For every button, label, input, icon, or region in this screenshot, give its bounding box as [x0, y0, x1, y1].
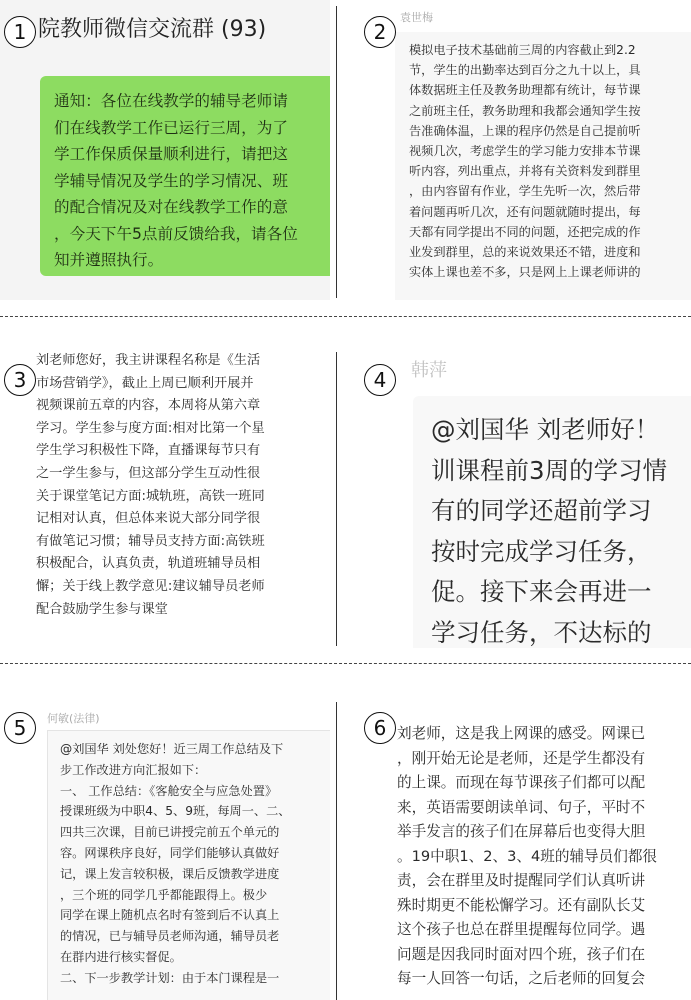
message-line: 容。网课秩序良好，同学们能够认真做好 [60, 845, 280, 860]
message-text [54, 88, 330, 274]
panel-number-badge: 6 [364, 712, 396, 744]
message-line: 步工作改进方向汇报如下： [60, 762, 207, 777]
message-line: 的情况，已与辅导员老师沟通，辅导员老 [60, 929, 280, 944]
message-line: 四共三次课，目前已讲授完前五个单元的 [60, 825, 280, 840]
vertical-divider-top [336, 6, 337, 298]
message-line: 模拟电子技术基础前三周的内容截止到2.2 [409, 43, 636, 57]
message-line: 知并遵照执行。 [54, 251, 164, 269]
message-line: 学辅导情况及学生的学习情况、班 [54, 171, 288, 190]
message-line: 学生学习积极性下降，直播课每节只有 [36, 443, 261, 459]
message-line: 刘老师，这是我上网课的感受。网课已 [397, 725, 646, 742]
message-line: 告准确体温，上课的程序仍然是自己提前听 [409, 123, 641, 138]
message-line: 来，英语需要朗读单词、句子，平时不 [397, 798, 646, 816]
message-line: 关于课堂笔记方面:城轨班，高铁一班同 [36, 488, 265, 504]
panel-number-badge: 3 [4, 364, 36, 396]
horizontal-dashed-divider-1 [0, 316, 691, 317]
message-line: 配合鼓励学生参与课堂 [36, 601, 168, 617]
message-line: 听内容，列出重点，并将有关资料发到群里 [409, 164, 641, 179]
message-line: 积极配合，认真负责，轨道班辅导员相 [36, 556, 261, 572]
message-line: 通知：各位在线教学的辅导老师请 [54, 92, 288, 110]
horizontal-dashed-divider-2 [0, 663, 691, 664]
message-line: 实体上课也差不多，只是网上上课老师讲的 [409, 265, 641, 280]
message-line: 有的同学还超前学习 [431, 496, 652, 525]
message-line: 促。接下来会再进一 [431, 577, 652, 606]
message-line: 殊时期更不能松懈学习。还有副队长艾 [397, 896, 646, 914]
message-line: 业发到群里，总的来说效果还不错，进度和 [409, 245, 641, 260]
message-line: 之一学生参与，但这部分学生互动性很 [36, 465, 261, 481]
panel-3-teacher-reply [0, 338, 330, 648]
message-line: 的配合情况及对在线教学工作的意 [54, 198, 288, 216]
panel-5-teacher-reply [0, 700, 330, 1000]
panel-number-badge: 5 [4, 712, 36, 744]
message-line: 视频几次，考虑学生的学习能力安排本节课 [409, 144, 641, 159]
message-line: 问题是因我同时面对四个班，孩子们在 [397, 945, 646, 963]
message-line: 授课班级为中职4、5、9班，每周一、二、 [60, 804, 291, 819]
message-text [36, 350, 265, 621]
panel-number-badge: 4 [364, 364, 396, 396]
message-line: 举手发言的孩子们在屏幕后也变得大胆 [397, 823, 646, 840]
message-line: 着问题再听几次，还有问题就随时提出，每 [409, 204, 641, 219]
message-line: 天都有同学提出不同的问题，还把完成的作 [409, 224, 641, 239]
message-line: 这个孩子也总在群里提醒每位同学。遇 [397, 921, 646, 938]
message-line: 训课程前3周的学习情 [431, 455, 668, 485]
message-text [409, 40, 641, 282]
message-line: 体数据班主任及教务助理都有统计，每节课 [409, 83, 641, 98]
message-line: ，三个班的同学几乎都能跟得上。极少 [60, 887, 268, 902]
message-line: 刘老师您好，我主讲课程名称是《生活 [36, 353, 261, 368]
vertical-divider-middle [336, 352, 337, 646]
message-line: @刘国华 刘处您好！近三周工作总结及下 [60, 742, 284, 756]
message-line: 在群内进行核实督促。 [60, 949, 182, 964]
message-line: 。19中职1、2、3、4班的辅导员们都很 [397, 847, 658, 865]
message-line: 学习任务，不达标的 [431, 617, 652, 647]
vertical-divider-bottom [336, 702, 337, 1000]
message-line: 视频课前五章的内容，本周将从第六章 [36, 398, 261, 414]
message-line: 的上课。而现在每节课孩子们都可以配 [397, 774, 646, 791]
message-line: ，今天下午5点前反馈给我，请各位 [54, 224, 298, 243]
notice-message-bubble[interactable] [40, 76, 330, 276]
panel-1-group-notice [0, 0, 330, 300]
message-line: ，刚开始无论是老师，还是学生都没有 [397, 749, 646, 767]
message-line: 记相对认真，但总体来说大部分同学很 [36, 511, 261, 527]
message-line: 同学在课上随机点名时有签到后不认真上 [60, 908, 280, 923]
message-line: 按时完成学习任务， [431, 536, 652, 566]
panel-number-badge: 2 [364, 16, 396, 48]
panel-6-teacher-reply [343, 700, 691, 1000]
panel-number-badge: 1 [4, 16, 36, 48]
message-line: 责，会在群里及时提醒同学们认真听讲 [397, 872, 646, 889]
message-line: 节，学生的出勤率达到百分之九十以上，具 [409, 63, 641, 78]
message-line: 学习。学生参与度方面:相对比第一个星 [36, 420, 265, 436]
sender-name: 韩萍 [411, 360, 447, 381]
message-text [60, 739, 290, 989]
message-line: ，由内容留有作业，学生先听一次，然后带 [409, 184, 641, 199]
message-text [397, 722, 657, 992]
message-line: 们在线教学工作已运行三周，为了 [54, 118, 288, 137]
chat-group-title: 院教师微信交流群 (93) [38, 17, 267, 42]
message-line: 懈；关于线上教学意见:建议辅导员老师 [36, 578, 265, 594]
message-line: 有做笔记习惯；辅导员支持方面:高铁班 [36, 533, 265, 549]
message-line: 每一人回答一句话，之后老师的回复会 [397, 970, 646, 987]
message-line: 一、 工作总结：《客舱安全与应急处置》 [60, 783, 278, 798]
message-line: 之前班主任，教务助理和我都会通知学生按 [409, 103, 641, 118]
message-line: @刘国华 刘老师好！ [431, 415, 660, 444]
message-line: 市场营销学》，截止上周已顺利开展并 [36, 375, 254, 391]
sender-name: 何敏(法律) [47, 712, 100, 725]
message-line: 二、下一步教学计划：由于本门课程是一 [60, 970, 280, 985]
sender-name: 袁世梅 [400, 11, 433, 24]
message-line: 记，课上发言较积极，课后反馈教学进度 [60, 866, 280, 881]
panel-2-teacher-reply [343, 0, 691, 300]
message-text [431, 410, 667, 648]
message-line: 学工作保质保量顺利进行，请把这 [54, 145, 288, 163]
